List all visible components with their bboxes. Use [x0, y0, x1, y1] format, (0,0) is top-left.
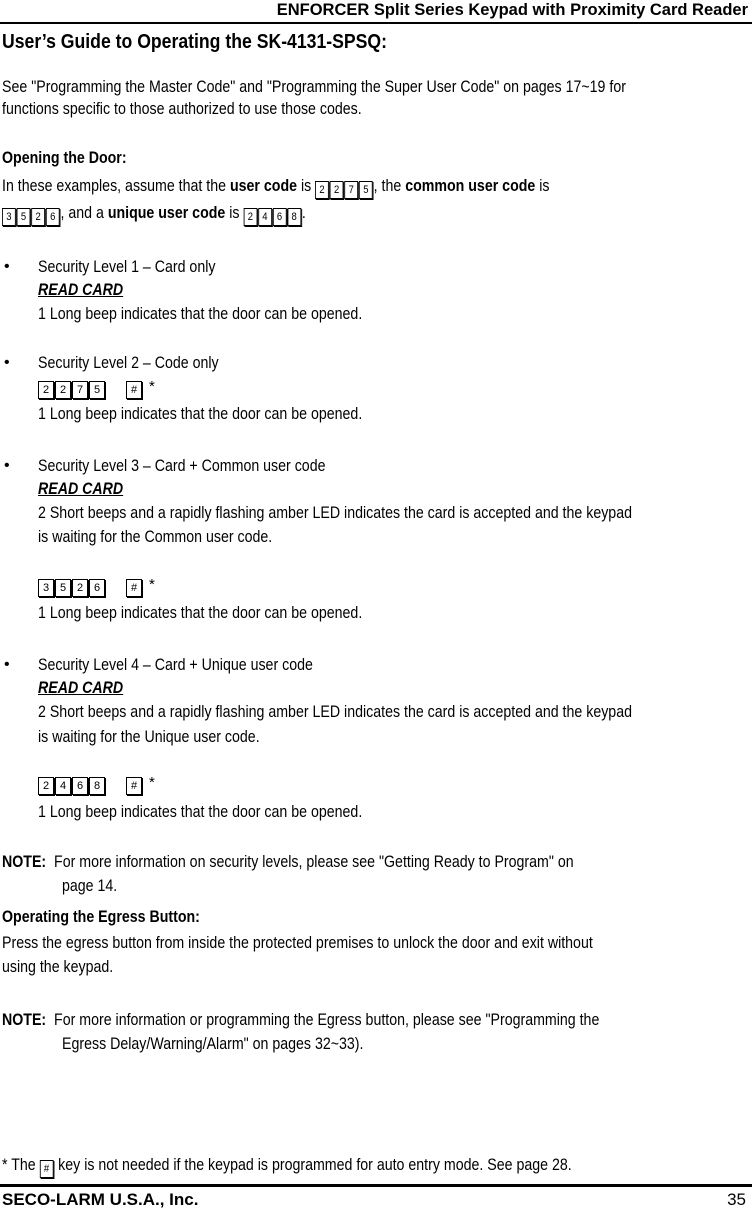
opening-door-heading: Opening the Door:	[2, 149, 127, 167]
level-4-title: Security Level 4 – Card + Unique user code	[38, 656, 313, 674]
key-cap: 6	[273, 208, 287, 226]
level-2-key-sequence	[38, 378, 155, 399]
key-cap: 2	[55, 381, 71, 399]
level-3-wait-text: is waiting for the Common user code.	[38, 528, 273, 546]
key-cap: 5	[89, 381, 105, 399]
key-cap: 6	[46, 208, 60, 226]
key-cap: 2	[72, 579, 88, 597]
level-4-key-sequence	[38, 774, 155, 795]
note-1-line-2: page 14.	[62, 877, 118, 895]
short-beeps-text: 2 Short beeps and a rapidly flashing amber LED indicates the card is accepted and the keypad	[38, 703, 632, 721]
bullet-icon: •	[4, 354, 10, 371]
key-cap: 6	[89, 579, 105, 597]
company-name: SECO-LARM U.S.A., Inc.	[2, 1190, 199, 1209]
common-code-label: common user code	[405, 177, 536, 195]
bullet-icon: •	[4, 656, 10, 673]
asterisk: *	[149, 576, 155, 593]
egress-heading: Operating the Egress Button:	[2, 908, 200, 926]
key-cap: 2	[38, 777, 54, 795]
page-number: 35	[727, 1190, 746, 1209]
read-card-instruction: READ CARD	[38, 679, 124, 697]
note-2-line-2: Egress Delay/Warning/Alarm" on pages 32~33).	[62, 1035, 364, 1053]
note-2: NOTE: For more information or programming the Egress button, please see "Programming the	[2, 1011, 600, 1029]
key-cap: 5	[359, 181, 373, 199]
long-beep-text: 1 Long beep indicates that the door can be opened.	[38, 604, 363, 622]
note-1: NOTE: For more information on security levels, please see "Getting Ready to Program" on	[2, 853, 574, 871]
long-beep-text: 1 Long beep indicates that the door can be opened.	[38, 305, 363, 323]
hash-key: #	[126, 579, 142, 597]
key-cap: 8	[89, 777, 105, 795]
key-cap: 3	[38, 579, 54, 597]
key-cap: 2	[330, 181, 344, 199]
long-beep-text: 1 Long beep indicates that the door can be opened.	[38, 405, 363, 423]
examples-line-2: 3 5 2 6 , and a unique user code is 2 4 6 8 .	[2, 203, 306, 226]
level-2-title: Security Level 2 – Code only	[38, 354, 219, 372]
common-code-keys	[2, 204, 60, 222]
intro-line-1: See "Programming the Master Code" and "Programming the Super User Code" on pages 17~19 for	[2, 78, 626, 96]
examples-line-1: In these examples, assume that the user code is 2 2 7 5 , the common user code is	[2, 176, 549, 199]
unique-code-keys	[243, 204, 301, 222]
key-cap: 3	[2, 208, 16, 226]
egress-line-2: using the keypad.	[2, 958, 114, 976]
hash-key: #	[40, 1160, 54, 1178]
key-cap: 2	[315, 181, 329, 199]
short-beeps-text: 2 Short beeps and a rapidly flashing amber LED indicates the card is accepted and the keypad	[38, 504, 632, 522]
key-cap: 2	[38, 381, 54, 399]
key-cap: 2	[243, 208, 257, 226]
hash-key: #	[126, 777, 142, 795]
key-cap: 2	[31, 208, 45, 226]
asterisk: *	[149, 774, 155, 791]
read-card-instruction: READ CARD	[38, 281, 124, 299]
note-label: NOTE:	[2, 1011, 47, 1029]
bullet-icon: •	[4, 258, 10, 275]
footnote: * The # key is not needed if the keypad is programmed for auto entry mode. See page 28.	[2, 1155, 572, 1178]
level-1-title: Security Level 1 – Card only	[38, 258, 216, 276]
page-footer	[0, 1184, 752, 1213]
key-cap: 7	[344, 181, 358, 199]
asterisk: *	[149, 378, 155, 395]
level-4-wait-text: is waiting for the Unique user code.	[38, 728, 260, 746]
egress-line-1: Press the egress button from inside the protected premises to unlock the door and exit without	[2, 934, 593, 952]
running-header: ENFORCER Split Series Keypad with Proximity Card Reader	[0, 0, 752, 24]
long-beep-text: 1 Long beep indicates that the door can be opened.	[38, 803, 363, 821]
level-3-key-sequence	[38, 576, 155, 597]
key-cap: 4	[258, 208, 272, 226]
hash-key: #	[126, 381, 142, 399]
key-cap: 6	[72, 777, 88, 795]
key-cap: 4	[55, 777, 71, 795]
note-label: NOTE:	[2, 853, 47, 871]
page-title: User’s Guide to Operating the SK-4131-SPSQ:	[2, 30, 388, 53]
intro-line-2: functions specific to those authorized to use those codes.	[2, 100, 362, 118]
user-code-keys	[315, 177, 373, 195]
unique-code-label: unique user code	[107, 204, 226, 222]
level-3-title: Security Level 3 – Card + Common user code	[38, 457, 326, 475]
read-card-instruction: READ CARD	[38, 480, 124, 498]
key-cap: 5	[17, 208, 31, 226]
key-cap: 7	[72, 381, 88, 399]
user-code-label: user code	[229, 177, 298, 195]
bullet-icon: •	[4, 457, 10, 474]
key-cap: 8	[287, 208, 301, 226]
key-cap: 5	[55, 579, 71, 597]
